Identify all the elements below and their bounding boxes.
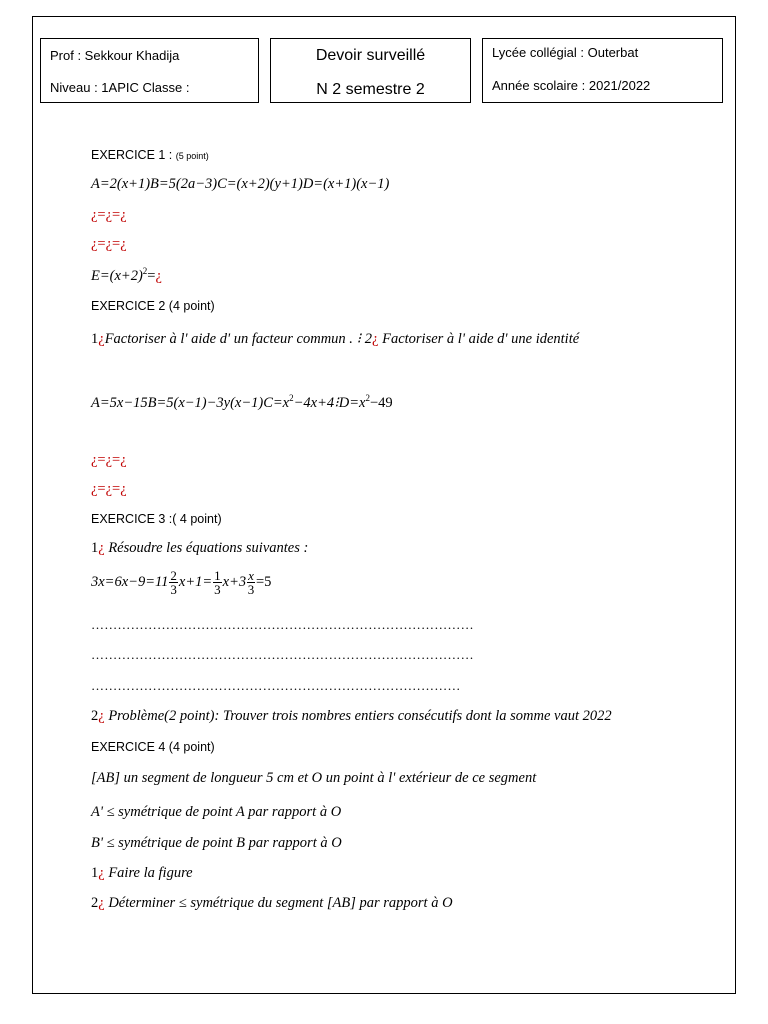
- ex3-fraction-3: [247, 569, 255, 596]
- ex2-q-num1: 1: [91, 331, 99, 347]
- answer-dots-line-3: …………………………………………………………………………: [91, 678, 461, 693]
- ex2-expr-part2: −4x+4⁝D=x: [293, 394, 366, 411]
- ex3-eq-part1: 3x=6x−9=11: [91, 573, 169, 590]
- ex4-l5-mark: ¿: [98, 895, 105, 911]
- ex1-expression-e: [91, 266, 162, 285]
- ex4-l5-text: Déterminer ≤ symétrique du segment [AB] par rapport à O: [104, 895, 453, 911]
- niveau-classe: Niveau : 1APIC Classe :: [50, 80, 190, 95]
- exercise-2-title: EXERCICE 2 (4 point): [91, 299, 215, 313]
- ex3-question-2: [91, 708, 612, 725]
- ex3-eq-part2: x+1=: [178, 573, 213, 590]
- ex2-answer-line-1: ¿=¿=¿: [91, 452, 127, 468]
- ex2-expr-part1: A=5x−15B=5(x−1)−3y(x−1)C=x: [91, 394, 290, 411]
- ex4-line-2: [91, 804, 341, 821]
- ex2-q-text2: Factoriser à l' aide d' une identité: [378, 331, 580, 347]
- ex1-e-equals: =: [147, 267, 156, 284]
- ex3-q2-num: 2: [91, 708, 99, 724]
- ex4-line-4: [91, 865, 193, 882]
- ex4-l4-num: 1: [91, 865, 99, 881]
- ex3-f2-den: 3: [214, 582, 221, 597]
- ex4-l4-text: Faire la figure: [104, 865, 193, 881]
- ex3-f1-num: 2: [170, 568, 177, 583]
- ex2-expressions: [91, 393, 393, 412]
- exercise-1-points: (5 point): [175, 151, 209, 161]
- ex3-fraction-1: [169, 569, 178, 596]
- ex3-fraction-2: [213, 569, 222, 596]
- ex4-line-2-text: A' ≤ symétrique de point A par rapport à O: [91, 804, 342, 820]
- ex3-question-1: [91, 540, 308, 557]
- ex4-line-5: [91, 895, 453, 912]
- header-right-box: [482, 38, 723, 103]
- ex3-f2-num: 1: [214, 568, 221, 583]
- school-year: Année scolaire : 2021/2022: [492, 78, 651, 93]
- ex4-line-3-text: B' ≤ symétrique de point B par rapport à O: [91, 835, 342, 851]
- ex2-answer-line-2: ¿=¿=¿: [91, 481, 127, 497]
- ex2-q-mark1: ¿: [98, 331, 105, 347]
- ex4-line-3: [91, 835, 342, 852]
- answer-dots-line-1: ……………………………………………………………………………: [91, 617, 474, 632]
- answer-dots-line-2: ……………………………………………………………………………: [91, 647, 474, 662]
- ex4-line-1: [91, 770, 536, 787]
- ex2-q-mark2: ¿: [372, 331, 379, 347]
- ex4-l5-num: 2: [91, 895, 99, 911]
- ex3-q1-num: 1: [91, 540, 99, 556]
- ex3-eq-part4: =5: [255, 573, 272, 590]
- ex2-expr-exp2: 2: [365, 393, 370, 403]
- school-name: Lycée collégial : Outerbat: [492, 45, 639, 60]
- prof-name: Prof : Sekkour Khadija: [50, 48, 180, 63]
- ex1-e-answer: ¿: [155, 267, 162, 284]
- header-center-box: [270, 38, 471, 103]
- ex3-f3-num: x: [248, 568, 254, 583]
- ex1-e-exponent: 2: [142, 266, 148, 276]
- ex1-expressions: [91, 176, 389, 193]
- exercise-1-title: [91, 148, 209, 162]
- ex3-f1-den: 3: [170, 582, 177, 597]
- ex4-l4-mark: ¿: [98, 865, 105, 881]
- exercise-4-title: EXERCICE 4 (4 point): [91, 740, 215, 754]
- ex3-f3-den: 3: [247, 582, 255, 597]
- ex1-e-base: E=(x+2): [91, 267, 143, 284]
- ex1-expressions-text: A=2(x+1)B=5(2a−3)C=(x+2)(y+1)D=(x+1)(x−1): [91, 176, 390, 192]
- ex2-expr-part3: −49: [369, 394, 393, 411]
- exam-subtitle: N 2 semestre 2: [316, 81, 425, 98]
- ex1-answer-line-1: ¿=¿=¿: [91, 207, 127, 223]
- ex2-instructions: [91, 331, 579, 348]
- ex3-equations: [91, 569, 271, 596]
- exercise-3-title: EXERCICE 3 :( 4 point): [91, 512, 222, 526]
- header-left-box: [40, 38, 259, 103]
- ex2-q-text1: Factoriser à l' aide d' un facteur commun . ⁝ 2: [104, 331, 373, 347]
- ex3-q2-mark: ¿: [98, 708, 105, 724]
- ex3-q1-text: Résoudre les équations suivantes :: [104, 540, 309, 556]
- exercise-1-label: EXERCICE 1 :: [91, 148, 176, 162]
- exam-title: Devoir surveillé: [315, 47, 426, 64]
- ex3-q1-mark: ¿: [98, 540, 105, 556]
- ex3-eq-part3: x+3: [222, 573, 247, 590]
- ex3-q2-text: Problème(2 point): Trouver trois nombres entiers consécutifs dont la somme vaut 2022: [104, 708, 612, 724]
- ex4-line-1-text: [AB] un segment de longueur 5 cm et O un point à l' extérieur de ce segment: [91, 770, 537, 786]
- ex1-answer-line-2: ¿=¿=¿: [91, 236, 127, 252]
- ex2-expr-exp1: 2: [289, 393, 294, 403]
